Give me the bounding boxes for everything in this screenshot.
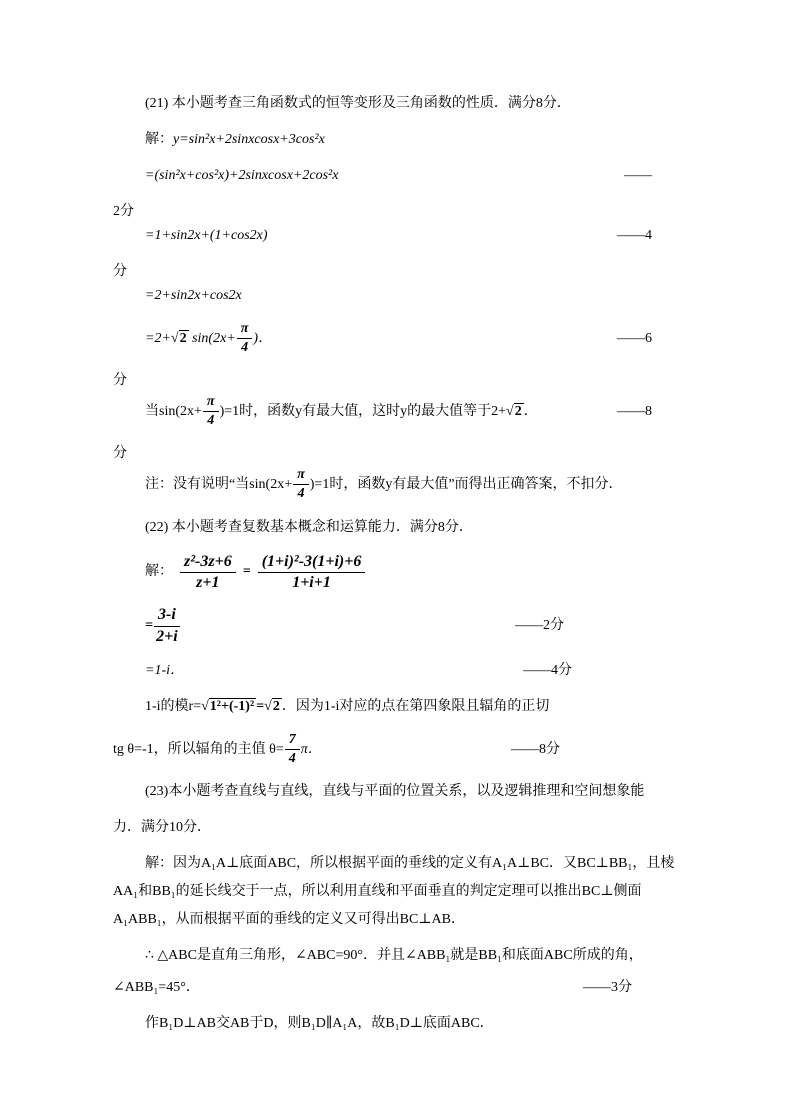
p23-solution-line3: A₁ABB₁，从而根据平面的垂线的定义又可得出BC⊥AB． (113, 912, 465, 928)
sqrt-sign: √ (506, 404, 514, 419)
fraction-numerator: π (237, 321, 253, 339)
sqrt-body: 1²+(-1)² (209, 699, 255, 715)
p23-header-line2: 力．满分10分． (113, 820, 211, 836)
fraction-numerator: 3-i (154, 606, 180, 626)
p21-eq2-score-wrap: 2分 (113, 204, 134, 219)
section-problem-22 (113, 517, 652, 768)
p21-note-suffix: )=1时，函数y有最大值”而得出正确答案，不扣分． (309, 477, 623, 493)
p21-eq2-score-dash: —— (624, 168, 652, 183)
p22-argument-expression (113, 732, 322, 767)
p22-argument-prefix: tg θ=-1，所以辐角的主值 θ= (113, 741, 284, 757)
p21-eq5-expression (145, 321, 272, 356)
fraction-numerator: (1+i)²-3(1+i)+6 (258, 553, 366, 573)
p21-eq4-line (113, 285, 652, 307)
fraction-pi-over-4 (292, 467, 310, 502)
p23-triangle-line1: ∴ △ABC是直角三角形，∠ABC=90°．并且∠ABB₁就是BB₁和底面ABC所成的角， (145, 948, 643, 964)
fraction-denominator: z+1 (196, 573, 220, 591)
sqrt-sign: √ (201, 699, 209, 715)
p23-solution-line2: AA₁和BB₁的延长线交于一点，所以利用直线和平面垂直的判定定理可以推出BC⊥侧面 (113, 884, 642, 900)
p22-argument-score: ——8分 (511, 741, 560, 757)
p21-eq4: =2+sin2x+cos2x (145, 288, 242, 303)
p21-eq2: =(sin²x+cos²x)+2sinxcosx+2cos²x (145, 168, 339, 183)
fraction-numerator: z²-3z+6 (180, 553, 236, 573)
p23-score: ——3分 (583, 980, 632, 996)
fraction-rhs (257, 553, 367, 593)
p21-max-line (113, 394, 652, 429)
fraction-3-minus-i-over-2-plus-i (153, 606, 181, 646)
p21-eq3: =1+sin2x+(1+cos2x) (145, 228, 268, 243)
p22-step2-expression (145, 606, 181, 646)
p22-modulus-suffix: ．因为1-i对应的点在第四象限且辐角的正切 (281, 699, 550, 715)
p22-result-score: ——4分 (523, 663, 572, 679)
p21-note-line (113, 467, 652, 502)
p21-max-mid: )=1时，函数y有最大值，这时y的最大值等于2+ (219, 404, 507, 419)
sqrt-sign: √ (170, 330, 179, 346)
p21-eq1: y=sin²x+2sinxcosx+3cos²x (173, 132, 325, 147)
p21-max-score-wrap: 分 (113, 446, 127, 462)
p22-main-equation-line (113, 553, 652, 593)
p21-max-statement (145, 394, 538, 429)
p21-eq5-mid: sin(2x+ (192, 330, 236, 346)
p23-angle-statement: ∠ABB₁=45°． (113, 980, 200, 996)
fraction-pi-over-4 (202, 394, 220, 429)
solve-label: 解： (145, 132, 173, 147)
p21-eq3-score-dash: ——4 (617, 228, 652, 243)
fraction-denominator: 2+i (156, 627, 178, 645)
sqrt-body: 2 (514, 404, 522, 419)
p21-eq5-suffix: )． (253, 330, 273, 346)
p21-max-score-dash: ——8 (617, 403, 652, 419)
p22-modulus-line (113, 696, 652, 718)
p21-eq5-line (113, 321, 652, 356)
sqrt-sign: √ (264, 699, 272, 715)
p23-triangle-line2 (113, 977, 652, 999)
fraction-denominator: 4 (207, 413, 215, 429)
p23-solution-line1: 解：因为A₁A⊥底面ABC，所以根据平面的垂线的定义有A₁A⊥BC．又BC⊥BB₁，且棱 (145, 856, 675, 872)
p22-modulus-prefix: 1-i的模r= (145, 699, 202, 715)
p22-step2-line (113, 606, 652, 646)
fraction-lhs (179, 553, 237, 593)
equals-sign: = (145, 618, 153, 634)
equals-sign: = (242, 564, 251, 580)
solve-label: 解： (145, 564, 173, 580)
p21-note-prefix: 注：没有说明“当sin(2x+ (145, 477, 293, 493)
p21-eq3-score-wrap: 分 (113, 264, 127, 279)
p21-eq5-prefix: =2+ (145, 330, 171, 346)
sqrt-body: 2 (179, 330, 187, 346)
p22-argument-line (113, 732, 652, 767)
fraction-pi-over-4 (236, 321, 254, 356)
fraction-7-over-4 (284, 732, 301, 767)
p22-argument-suffix: π． (300, 741, 322, 757)
section-problem-23 (113, 781, 675, 1035)
p21-max-suffix: ． (523, 404, 538, 419)
fraction-numerator: π (203, 394, 219, 412)
p21-eq5-score-dash: ——6 (617, 330, 652, 346)
sqrt-body: 2 (272, 699, 280, 715)
fraction-denominator: 1+i+1 (292, 573, 331, 591)
fraction-numerator: π (293, 467, 309, 485)
p23-construction-line: 作B₁D⊥AB交AB于D，则B₁D∥A₁A，故B₁D⊥底面ABC． (145, 1016, 494, 1032)
p22-step2-score: ——2分 (515, 618, 564, 634)
fraction-denominator: 4 (288, 751, 296, 767)
p23-header-line1: (23)本小题考查直线与直线，直线与平面的位置关系，以及逻辑推理和空间想象能 (145, 784, 645, 800)
p22-header: (22) 本小题考查复数基本概念和运算能力．满分8分． (145, 519, 473, 535)
fraction-denominator: 4 (241, 340, 249, 356)
fraction-numerator: 7 (285, 732, 300, 750)
p21-eq2-line (113, 165, 652, 187)
fraction-denominator: 4 (297, 486, 305, 502)
p22-result: =1-i． (145, 663, 184, 679)
p21-header: (21) 本小题考查三角函数式的恒等变形及三角函数的性质．满分8分． (145, 96, 571, 111)
p21-eq1-line (113, 129, 652, 151)
p21-eq5-score-wrap: 分 (113, 373, 127, 389)
p22-result-line (113, 660, 652, 682)
p21-eq3-line (113, 225, 652, 247)
section-problem-21 (113, 93, 652, 503)
p21-max-prefix: 当sin(2x+ (145, 404, 202, 419)
equals-sign: = (256, 699, 265, 715)
